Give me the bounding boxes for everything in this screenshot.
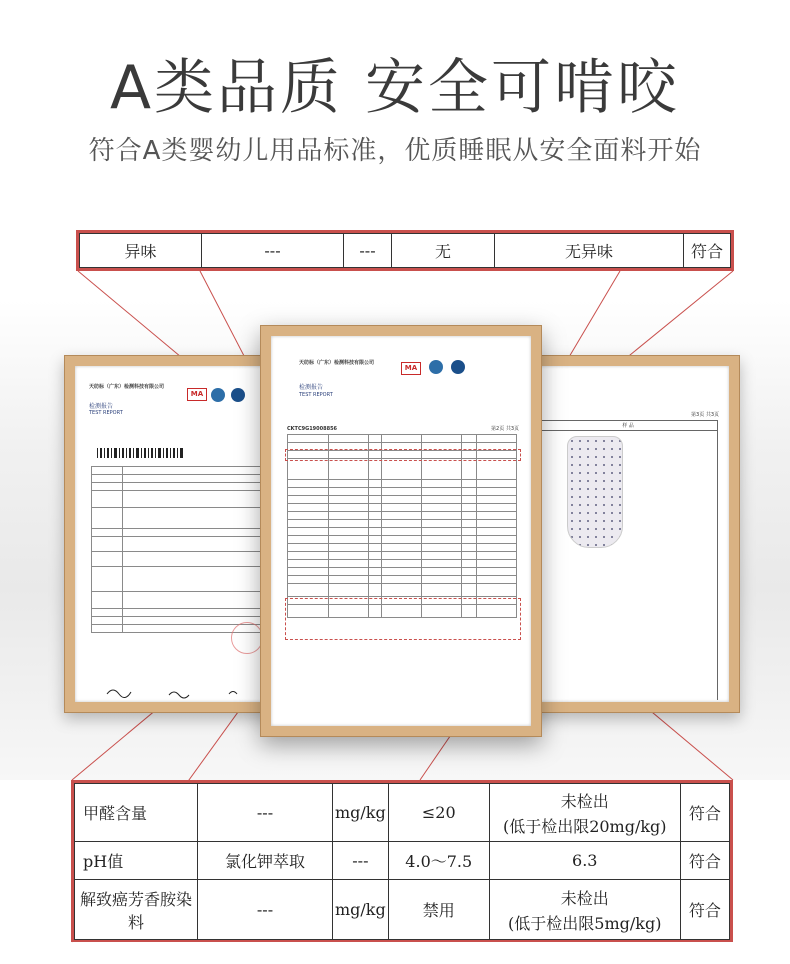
highlight-chemical-rows — [285, 598, 521, 640]
row-verdict: 符合 — [680, 784, 729, 842]
row-result: 6.3 — [489, 842, 680, 880]
cnas-logo-icon — [451, 360, 465, 374]
signature-icon — [89, 686, 259, 700]
odor-verdict: 符合 — [684, 234, 731, 268]
odor-method: --- — [202, 234, 344, 268]
row-standard: 禁用 — [388, 880, 489, 940]
row-result — [489, 880, 680, 940]
zoom-odor-row — [76, 230, 734, 271]
ilac-logo-icon — [429, 360, 443, 374]
cnas-logo-icon — [231, 388, 245, 402]
row-verdict: 符合 — [680, 842, 729, 880]
row-method: --- — [198, 784, 333, 842]
center-page-number: 第2页 共3页 — [491, 426, 519, 432]
left-company-name: 天纺标（广东）检测科技有限公司 — [89, 384, 165, 390]
row-result-main: 未检出 — [560, 791, 609, 811]
row-result-note: (低于检出限5mg/kg) — [508, 913, 662, 933]
table-row — [75, 784, 730, 842]
center-report-paper — [271, 336, 531, 726]
left-report-paper — [75, 366, 265, 702]
odor-standard: 无 — [392, 234, 495, 268]
odor-unit: --- — [344, 234, 392, 268]
right-report-paper — [529, 366, 729, 702]
left-report-title: 检测报告 — [89, 403, 114, 410]
page-title: A类品质 安全可啃咬 — [109, 53, 681, 123]
left-report-title-en: TEST REPORT — [89, 410, 123, 416]
highlight-odor-row — [285, 449, 521, 461]
ma-logo-icon: MA — [187, 388, 207, 401]
row-unit: mg/kg — [333, 784, 389, 842]
row-standard: 4.0～7.5 — [388, 842, 489, 880]
official-seal-icon — [231, 622, 263, 654]
right-sample-label: 样 品 — [622, 423, 634, 429]
center-report-number: CKTC9G19008856 — [287, 426, 338, 432]
row-result — [489, 784, 680, 842]
row-item: 甲醛含量 — [75, 784, 198, 842]
row-standard: ≤20 — [388, 784, 489, 842]
sleep-bag-sample-image — [567, 436, 623, 548]
center-report-table — [287, 434, 517, 618]
odor-result: 无异味 — [495, 234, 684, 268]
barcode-icon — [97, 448, 187, 458]
page-subtitle: 符合A类婴幼儿用品标准，优质睡眠从安全面料开始 — [88, 136, 702, 166]
row-result-main: 未检出 — [560, 888, 609, 908]
row-method: --- — [198, 880, 333, 940]
right-report-frame — [518, 355, 740, 713]
center-report-title: 检测报告 — [299, 384, 324, 391]
row-method: 氯化钾萃取 — [198, 842, 333, 880]
row-result-note: (低于检出限20mg/kg) — [502, 816, 667, 836]
row-verdict: 符合 — [680, 880, 729, 940]
ma-logo-icon: MA — [401, 362, 421, 375]
row-unit: mg/kg — [333, 880, 389, 940]
row-item: pH值 — [75, 842, 198, 880]
row-item: 解致癌芳香胺染料 — [75, 880, 198, 940]
odor-item: 异味 — [80, 234, 202, 268]
ilac-logo-icon — [211, 388, 225, 402]
center-report-frame — [260, 325, 542, 737]
table-row — [75, 880, 730, 940]
center-report-title-en: TEST REPORT — [299, 392, 333, 398]
zoom-chemical-rows — [71, 780, 733, 942]
table-row — [75, 842, 730, 880]
center-company-name: 天纺标（广东）检测科技有限公司 — [299, 360, 375, 366]
left-report-frame — [64, 355, 276, 713]
right-page-number: 第3页 共3页 — [691, 412, 719, 418]
left-report-table — [91, 466, 261, 633]
row-unit: --- — [333, 842, 389, 880]
